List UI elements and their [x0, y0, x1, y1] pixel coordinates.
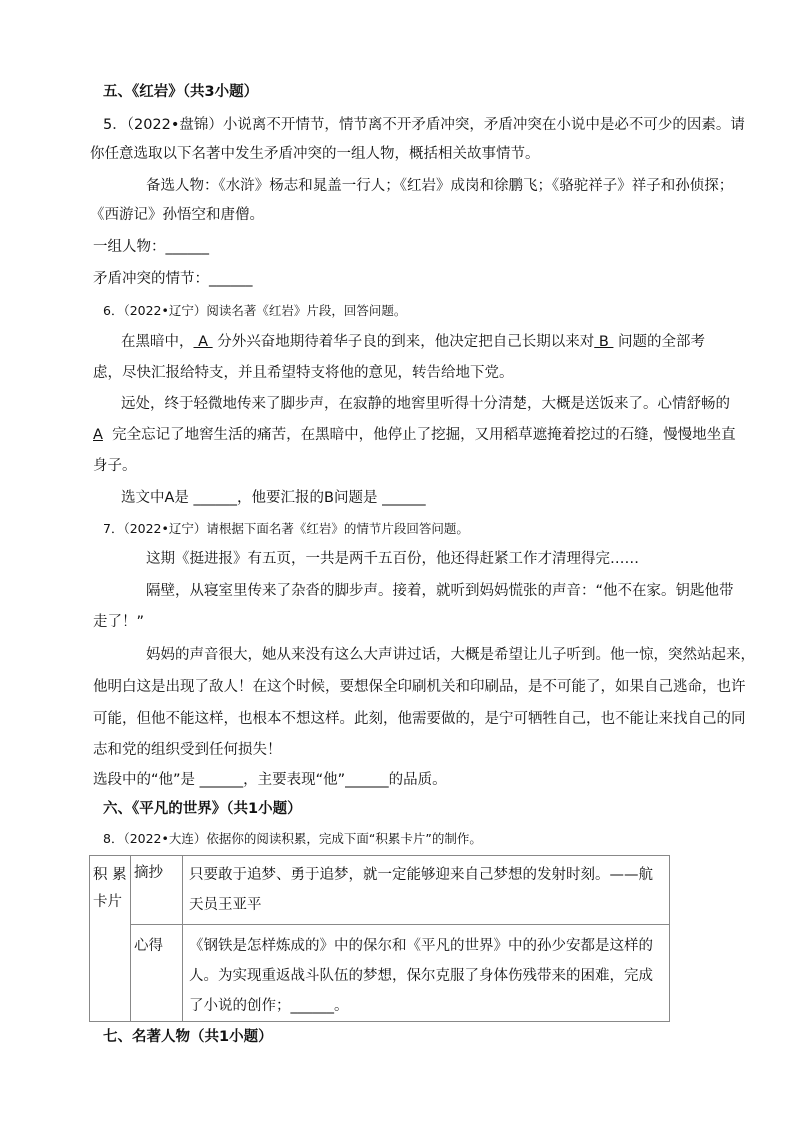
q5-answer-plot: 矛盾冲突的情节：______: [93, 271, 253, 287]
q7-question: 选段中的“他”是 ______，主要表现“他”______的品质。: [93, 772, 447, 788]
q6-blank-a: A: [193, 334, 213, 350]
q6-text: 分外兴奋地期待着华子良的到来，他决定把自己长期以来对: [217, 334, 595, 350]
section-7-title: 七、名著人物（共1小题）: [103, 1029, 273, 1045]
q6-text: 问题的全部考: [618, 334, 706, 350]
accumulation-card-table: [89, 855, 670, 1022]
q5-line-2: 你任意选取以下名著中发生矛盾冲突的一组人物，概括相关故事情节。: [90, 146, 540, 162]
q5-answer-people: 一组人物：______: [93, 239, 209, 255]
insight-text-cell: [183, 925, 670, 1022]
q7-passage-line-5: 他明白这是出现了敌人！在这个时候，要想保全印刷机关和印刷品，是不可能了，如果自己逃命，也许: [93, 679, 746, 695]
q6-passage-line-3: 远处，终于轻微地传来了脚步声，在寂静的地窖里听得十分清楚，大概是送饭来了。心情舒畅的: [121, 396, 730, 412]
q6-blank-b: B: [594, 334, 614, 350]
section-5-title: 五、《红岩》（共3小题）: [103, 84, 259, 100]
q5-line-1: 5．（2022•盘锦）小说离不开情节，情节离不开矛盾冲突，矛盾冲突在小说中是必不可少的因素。请: [103, 117, 745, 133]
q7-passage-line-6: 可能，但他不能这样，也根本不想这样。此刻，他需要做的，是宁可牺牲自己，也不能让来找自己的同: [93, 711, 746, 727]
q7-passage-line-2: 隔壁，从寝室里传来了杂沓的脚步声。接着，就听到妈妈慌张的声音：“他不在家。钥匙他带: [146, 583, 734, 599]
card-label-cell: [90, 856, 131, 1022]
insight-label: 心得: [134, 938, 163, 954]
q8-stem: 8．（2022•大连）依据你的阅读积累，完成下面“积累卡片”的制作。: [103, 831, 482, 846]
insight-label-cell: [131, 925, 183, 1022]
q6-passage-line-5: 身子。: [93, 458, 137, 474]
q5-options-line-1: 备选人物：《水浒》杨志和晁盖一行人；《红岩》成岗和徐鹏飞；《骆驼祥子》祥子和孙侦探；: [146, 178, 734, 194]
card-label: 积 累卡片: [93, 867, 127, 910]
q6-question: 选文中A是 ______，他要汇报的B问题是 ______: [121, 490, 426, 506]
q6-passage-line-1: [121, 332, 705, 352]
excerpt-text-cell: [183, 856, 670, 925]
section-6-title: 六、《平凡的世界》（共1小题）: [103, 801, 302, 817]
excerpt-text: 只要敢于追梦、勇于追梦，就一定能够迎来自己梦想的发射时刻。——航天员王亚平: [189, 867, 653, 913]
q7-passage-line-3: 走了！”: [93, 614, 145, 630]
q7-passage-line-1: 这期《挺进报》有五页，一共是两千五百份，他还得赶紧工作才清理得完……: [146, 551, 639, 567]
q6-passage-line-4: [93, 425, 736, 445]
q6-stem: 6．（2022•辽宁）阅读名著《红岩》片段，回答问题。: [103, 303, 407, 318]
insight-text: 《钢铁是怎样炼成的》中的保尔和《平凡的世界》中的孙少安都是这样的人。为实现重返战斗队伍的梦想，保尔克服了身体伤残带来的困难，完成了小说的创作；______。: [189, 938, 653, 1014]
excerpt-label-cell: [131, 856, 183, 925]
q7-passage-line-4: 妈妈的声音很大，她从来没有这么大声讲过话，大概是希望让儿子听到。他一惊，突然站起来，: [146, 647, 755, 663]
q7-stem: 7．（2022•辽宁）请根据下面名著《红岩》的情节片段回答问题。: [103, 521, 469, 536]
q6-passage-line-2: 虑，尽快汇报给特支，并且希望特支将他的意见，转告给地下党。: [93, 365, 514, 381]
q5-options-line-2: 《西游记》孙悟空和唐僧。: [90, 207, 264, 223]
q6-text: 完全忘记了地窖生活的痛苦，在黑暗中，他停止了挖掘，又用稻草遮掩着挖过的石缝，慢慢地坐直: [112, 427, 736, 443]
q6-blank-a-ref: A: [93, 427, 103, 443]
q6-text: 在黑暗中，: [121, 334, 194, 350]
q7-passage-line-7: 志和党的组织受到任何损失！: [93, 742, 282, 758]
excerpt-label: 摘抄: [134, 865, 163, 881]
